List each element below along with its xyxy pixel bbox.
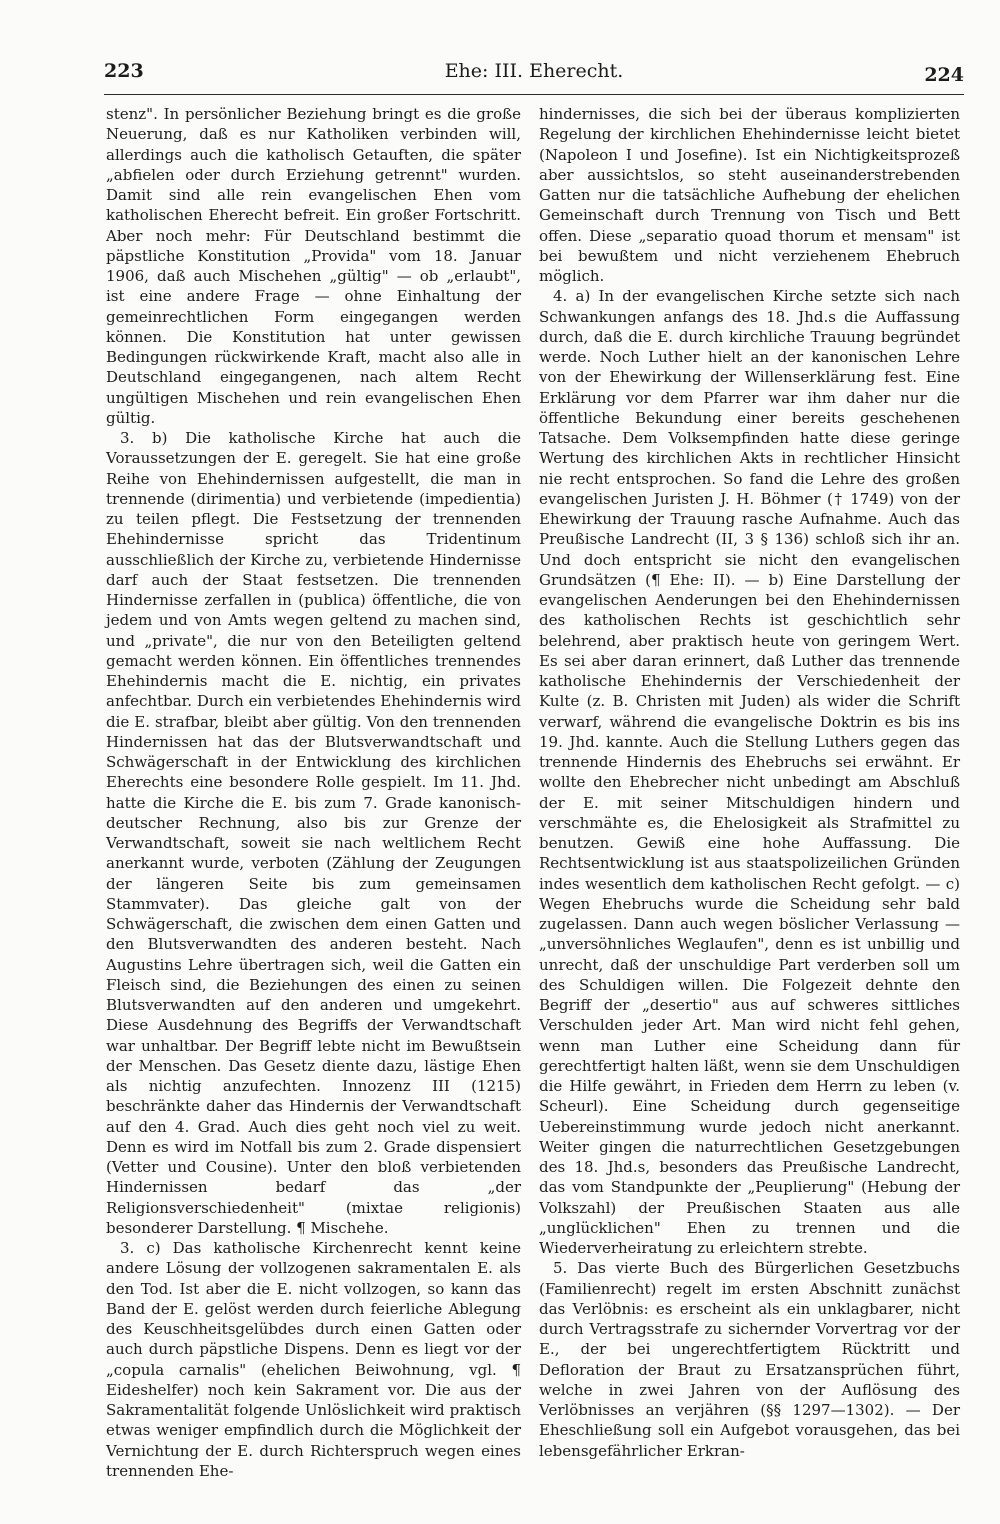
header-rule: [104, 94, 964, 95]
page-number-right: 224: [924, 64, 964, 86]
paragraph: 3. c) Das katholische Kirchenrecht kennt keine andere Lösung der vollzogenen sakramentalen E. als den Tod. Ist aber die E. nicht vollzogen, so kann das Band der E. gelöst werden durch feierliche Ablegung des Keuschheitsgelübdes durch einen Gatten oder auch durch päpstliche Dispens. Denn es liegt vor der „copula carnalis" (ehelichen Beiwohnung, vgl. ¶ Eideshelfer) noch kein Sakrament vor. Die aus der Sakramentalität folgende Unlöslichkeit wird praktisch etwas weniger empfindlich durch die Möglichkeit der Vernichtung der E. durch Richterspruch wegen eines trennenden Ehe-: [106, 1239, 521, 1480]
paragraph: 3. b) Die katholische Kirche hat auch die Voraussetzungen der E. geregelt. Sie hat eine große Reihe von Ehehindernissen aufgestellt, die man in trennende (dirimentia) und verbietende (impedientia) zu teilen pflegt. Die Festsetzung der trennenden Ehehindernisse spricht das Tridentinum ausschließlich der Kirche zu, verbietende Hindernisse darf auch der Staat festsetzen. Die trennenden Hindernisse zerfallen in (publica) öffentliche, die von jedem und von Amts wegen geltend zu machen sind, und „private", die nur von den Beteiligten geltend gemacht werden können. Ein öffentliches trennendes Ehehindernis macht die E. nichtig, ein privates anfechtbar. Durch ein verbietendes Ehehindernis wird die E. strafbar, bleibt aber gültig. Von den trennenden Hindernissen hat das der Blutsverwandtschaft und Schwägerschaft in der Entwicklung des kirchlichen Eherechts eine besondere Rolle gespielt. Im 11. Jhd. hatte die Kirche die E. bis zum 7. Grade kanonisch-deutscher Rechnung, also bis zur Grenze der Verwandtschaft, soweit sie nach weltlichem Recht anerkannt wurde, verboten (Zählung der Zeugungen der längeren Seite bis zum gemeinsamen Stammvater). Das gleiche galt von der Schwägerschaft, die zwischen dem einen Gatten und den Blutsverwandten des anderen besteht. Nach Augustins Lehre übertragen sich, weil die Gatten ein Fleisch sind, die Beziehungen des einen zu seinen Blutsverwandten auf den anderen und umgekehrt. Diese Ausdehnung des Begriffs der Verwandtschaft war unhaltbar. Der Begriff lebte nicht im Bewußtsein der Menschen. Das Gesetz diente dazu, lästige Ehen als nichtig anzufechten. Innozenz III (1215) beschränkte daher das Hindernis der Verwandtschaft auf den 4. Grad. Auch dies geht noch viel zu weit. Denn es wird im Notfall bis zum 2. Grade dispensiert (Vetter und Cousine). Unter den bloß verbietenden Hindernissen bedarf das „der Religionsverschiedenheit" (mixtae religionis) besonderer Darstellung. ¶ Mischehe.: [106, 429, 521, 1237]
running-title: Ehe: III. Eherecht.: [444, 60, 624, 82]
paragraph: 5. Das vierte Buch des Bürgerlichen Gesetzbuchs (Familienrecht) regelt im ersten Abschnitt zunächst das Verlöbnis: es erscheint als ein unklagbarer, nicht durch Vertragsstrafe zu sichernder Vorvertrag vor der E., der bei ungerechtfertigtem Rücktritt und Defloration der Braut zu Ersatzansprüchen führt, welche in zwei Jahren von der Auflösung des Verlöbnisses an verjähren (§§ 1297—1302). — Der Eheschließung soll ein Aufgebot vorausgehen, das bei lebensgefährlicher Erkran-: [539, 1259, 960, 1460]
page-header: [104, 58, 964, 92]
paragraph: 4. a) In der evangelischen Kirche setzte sich nach Schwankungen anfangs des 18. Jhd.s die Auffassung durch, daß die E. durch kirchliche Trauung begründet werde. Noch Luther hielt an der kanonischen Lehre von der Ehewirkung der Willenserklärung fest. Eine Erklärung vor dem Pfarrer war ihm daher nur die öffentliche Bekundung einer bereits geschehenen Tatsache. Dem Volksempfinden hatte diese geringe Wertung des kirchlichen Akts in rechtlicher Hinsicht nie recht entsprochen. So fand die Lehre des großen evangelischen Juristen J. H. Böhmer († 1749) von der Ehewirkung der Trauung rasche Aufnahme. Auch das Preußische Landrecht (II, 3 § 136) schloß sich ihr an. Und doch entspricht sie nicht den evangelischen Grundsätzen (¶ Ehe: II). — b) Eine Darstellung der evangelischen Aenderungen bei den Ehehindernissen des katholischen Rechts ist geschichtlich sehr belehrend, aber praktisch heute von geringem Wert. Es sei aber daran erinnert, daß Luther das trennende katholische Ehehindernis der Verschiedenheit der Kulte (z. B. Christen mit Juden) als wider die Schrift verwarf, während die evangelische Doktrin es bis ins 19. Jhd. kannte. Auch die Stellung Luthers gegen das trennende Hindernis des Ehebruchs sei erwähnt. Er wollte den Ehebrecher nicht unbedingt am Abschluß der E. mit seiner Mitschuldigen hindern und verschmähte es, die Ehelosigkeit als Strafmittel zu benutzen. Gewiß eine hohe Auffassung. Die Rechtsentwicklung ist aus staatspolizeilichen Gründen indes wesentlich dem katholischen Recht gefolgt. — c) Wegen Ehebruchs wurde die Scheidung sehr bald zugelassen. Dann auch wegen böslicher Verlassung — „unversöhnliches Weglaufen", denn es ist unbillig und unrecht, daß der unschuldige Part verderben soll um des Schuldigen willen. Die Folgezeit dehnte den Begriff der „desertio" aus auf schweres sittliches Verschulden jeder Art. Man wird nicht fehl gehen, wenn man Luther eine Scheidung dann für gerechtfertigt halten läßt, wenn sie dem Unschuldigen die Hilfe gewährt, in Frieden dem Herrn zu leben (v. Scheurl). Eine Scheidung durch gegenseitige Uebereinstimmung wurde jedoch nicht anerkannt. Weiter gingen die naturrechtlichen Gesetzgebungen des 18. Jhd.s, besonders das Preußische Landrecht, das vom Standpunkte der „Peuplierung" (Hebung der Volkszahl) der Preußischen Staaten aus alle „unglücklichen" Ehen zu trennen und die Wiederverheiratung zu erleichtern strebte.: [539, 287, 960, 1257]
left-column: [106, 104, 521, 1484]
page-number-left: 223: [104, 60, 144, 82]
paragraph: stenz". In persönlicher Beziehung bringt es die große Neuerung, daß es nur Katholiken verbinden will, allerdings auch die katholisch Getauften, die später „abfielen oder durch Erziehung getrennt" wurden. Damit sind alle rein evangelischen Ehen vom katholischen Eherecht befreit. Ein großer Fortschritt. Aber noch mehr: Für Deutschland bestimmt die päpstliche Konstitution „Provida" vom 18. Januar 1906, daß auch Mischehen „gültig" — ob „erlaubt", ist eine andere Frage — ohne Einhaltung der gemeinrechtlichen Form eingegangen werden können. Die Konstitution hat unter gewissen Bedingungen rückwirkende Kraft, macht also alle in Deutschland eingegangenen, nach altem Recht ungültigen Mischehen und rein evangelischen Ehen gültig.: [106, 105, 521, 427]
right-column: [539, 104, 960, 1484]
paragraph: hindernisses, die sich bei der überaus komplizierten Regelung der kirchlichen Ehehindernisse leicht bietet (Napoleon I und Josefine). Ist ein Nichtigkeitsprozeß aber aussichtslos, so steht auseinanderstrebenden Gatten nur die tatsächliche Aufhebung der ehelichen Gemeinschaft durch Trennung von Tisch und Bett offen. Diese „separatio quoad thorum et mensam" ist bei bewußtem und nicht verziehenem Ehebruch möglich.: [539, 105, 960, 285]
